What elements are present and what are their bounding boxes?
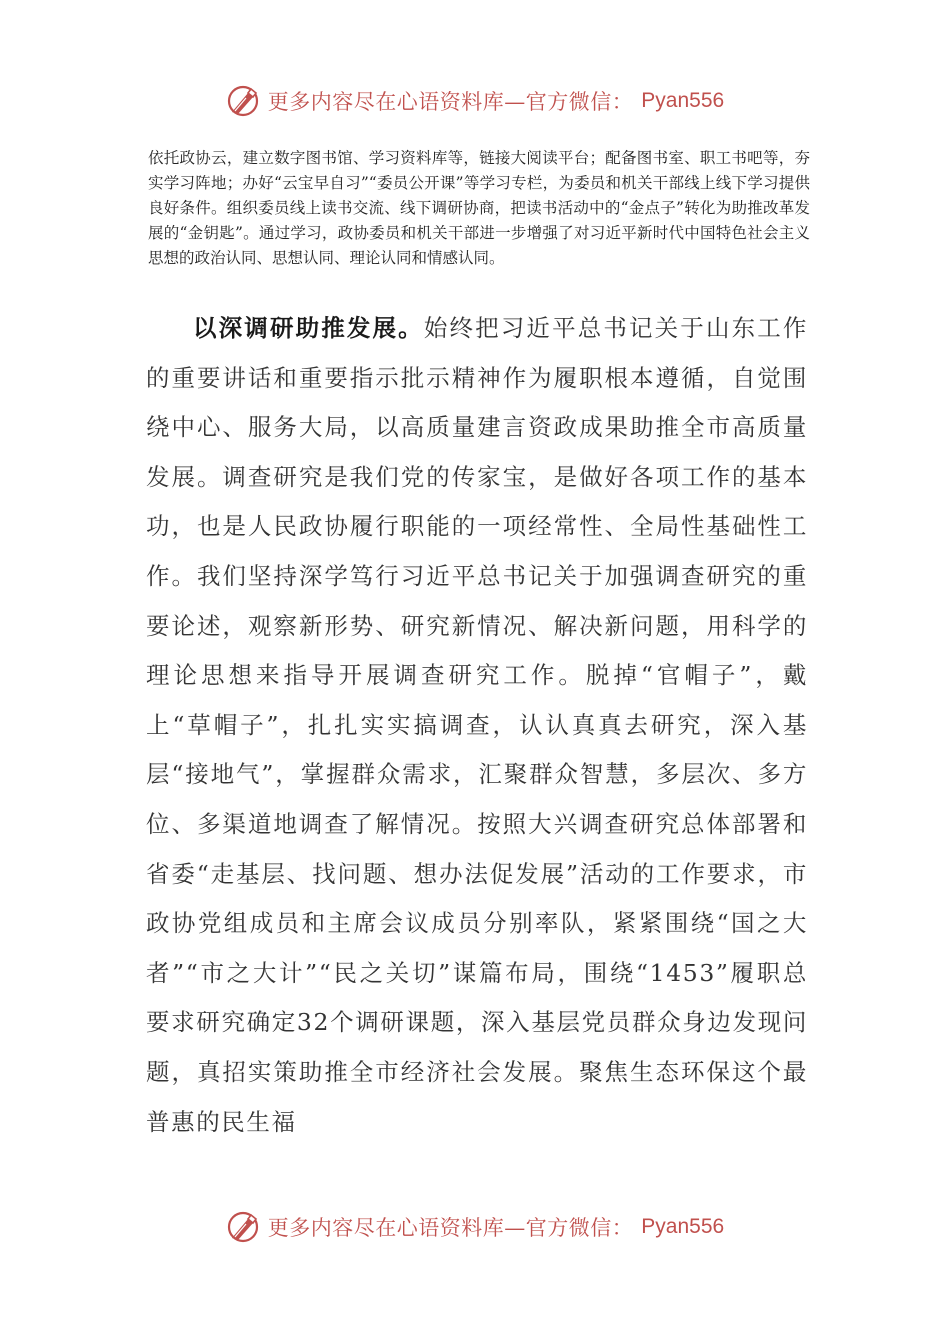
banner-text: 更多内容尽在心语资料库—官方微信： xyxy=(267,1216,634,1240)
section-heading: 以深调研助推发展。 xyxy=(193,314,424,342)
section-paragraph xyxy=(146,304,808,1147)
wechat-id: Pyan556 xyxy=(641,89,725,112)
wechat-id: Pyan556 xyxy=(641,1215,725,1238)
section-body: 始终把习近平总书记关于山东工作的重要讲话和重要指示批示精神作为履职根本遵循，自觉围绕中心、服务大局，以高质量建言资政成果助推全市高质量发展。调查研究是我们党的传家宝，是做好各项工作的基本功，也是人民政协履行职能的一项经常性、全局性基础性工作。我们坚持深学笃行习近平总书记关于加强调查研究的重要论述，观察新形势、研究新情况、解决新问题，用科学的理论思想来指导开展调查研究工作。脱掉“官帽子”，戴上“草帽子”，扎扎实实搞调查，认认真真去研究，深入基层“接地气”，掌握群众需求，汇聚群众智慧，多层次、多方位、多渠道地调查了解情况。按照大兴调查研究总体部署和省委“走基层、找问题、想办法促发展”活动的工作要求，市政协党组成员和主席会议成员分别率队，紧紧围绕“国之大者”“市之大计”“民之关切”谋篇布局，围绕“1453”履职总要求研究确定32个调研课题，深入基层党员群众身边发现问题，真招实策助推全市经济社会发展。聚焦生态环保这个最普惠的民生福 xyxy=(146,314,808,1136)
pen-nib-logo-icon xyxy=(226,1210,260,1244)
intro-paragraph: 依托政协云，建立数字图书馆、学习资料库等，链接大阅读平台；配备图书室、职工书吧等，夯实学习阵地；办好“云宝早自习”“委员公开课”等学习专栏，为委员和机关干部线上线下学习提供良好条件。组织委员线上读书交流、线下调研协商，把读书活动中的“金点子”转化为助推改革发展的“金钥匙”。通过学习，政协委员和机关干部进一步增强了对习近平新时代中国特色社会主义思想的政治认同、思想认同、理论认同和情感认同。 xyxy=(148,149,810,267)
banner-text: 更多内容尽在心语资料库—官方微信： xyxy=(267,90,634,114)
footer-banner xyxy=(0,1210,950,1244)
pen-nib-logo-icon xyxy=(226,84,260,118)
header-banner xyxy=(0,84,950,118)
